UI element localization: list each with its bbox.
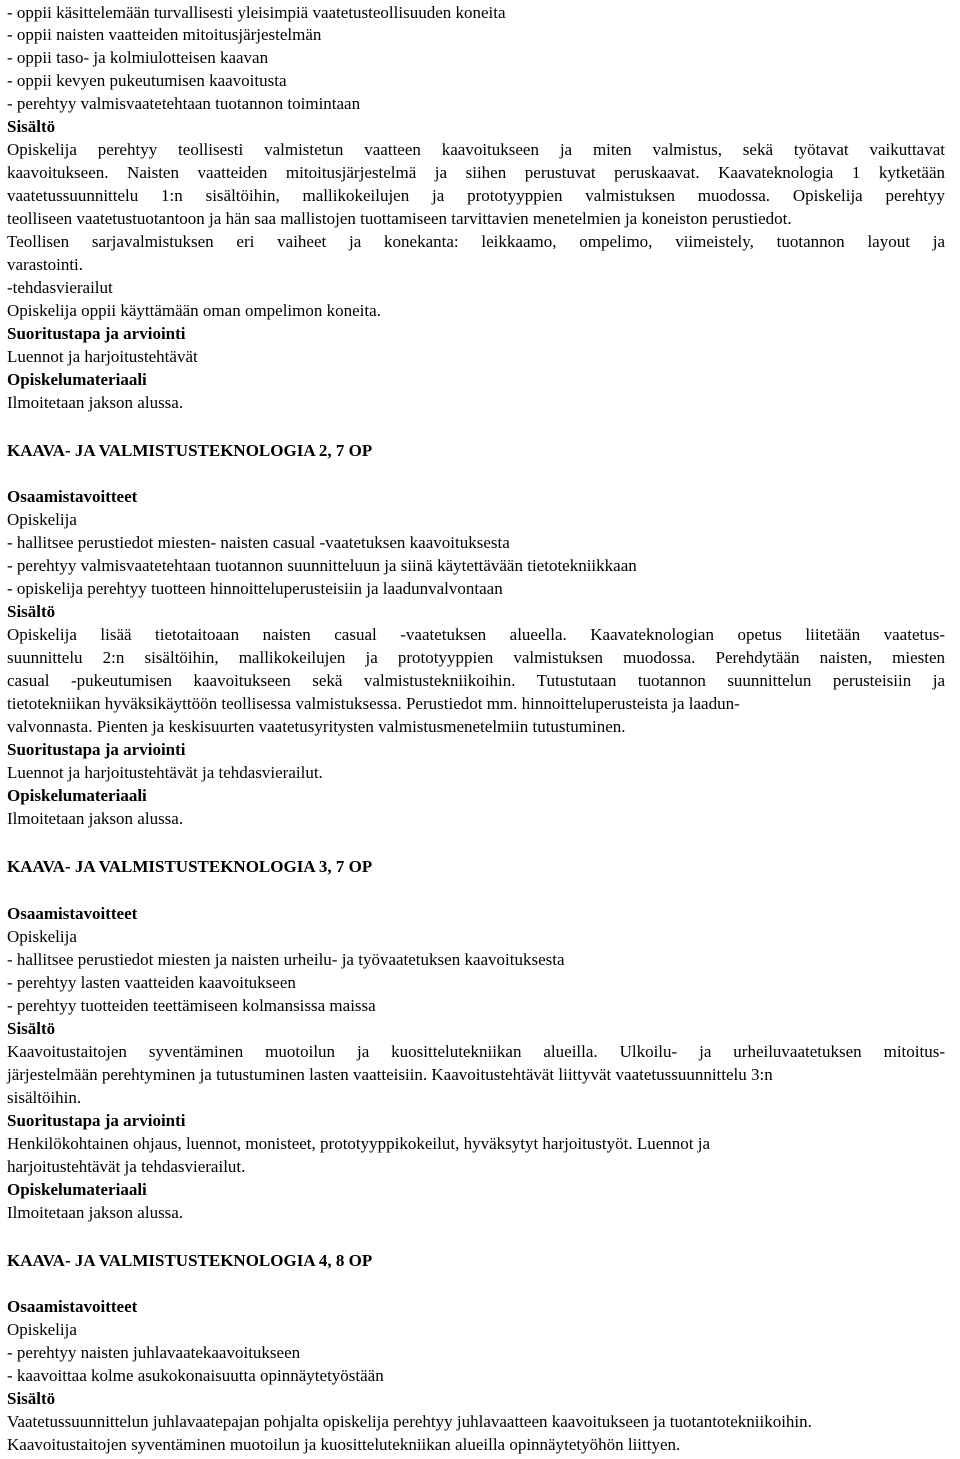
paragraph-line: Opiskelija [7, 1320, 77, 1339]
course-heading: KAAVA- JA VALMISTUSTEKNOLOGIA 2, 7 OP [7, 441, 373, 460]
section-label-osaamistavoitteet: Osaamistavoitteet [7, 487, 138, 506]
paragraph-line: kaavoitukseen. Naisten vaatteiden mitoitusjärjestelmä ja siihen perustuvat peruskaavat. Kaavateknologia 1 kytketään [7, 163, 945, 182]
paragraph-line: Ilmoitetaan jakson alussa. [7, 809, 184, 828]
section-label-sisalto: Sisältö [7, 117, 56, 136]
list-item: - oppii käsittelemään turvallisesti yleisimpiä vaatetusteollisuuden koneita [7, 3, 506, 22]
section-label-suoritustapa: Suoritustapa ja arviointi [7, 324, 186, 343]
paragraph-line: harjoitustehtävät ja tehdasvierailut. [7, 1157, 246, 1176]
paragraph-line: Opiskelija oppii käyttämään oman ompelimon koneita. [7, 301, 381, 320]
section-label-opiskelumateriaali: Opiskelumateriaali [7, 1180, 147, 1199]
paragraph-line: järjestelmään perehtyminen ja tutustuminen lasten vaatteisiin. Kaavoitustehtävät liittyvät vaatetussuunnittelu 3:n [7, 1065, 773, 1084]
list-item: - oppii kevyen pukeutumisen kaavoitusta [7, 71, 287, 90]
list-item: - perehtyy lasten vaatteiden kaavoitukseen [7, 973, 296, 992]
section-label-opiskelumateriaali: Opiskelumateriaali [7, 786, 147, 805]
paragraph-line: Luennot ja harjoitustehtävät [7, 347, 198, 366]
course-heading: KAAVA- JA VALMISTUSTEKNOLOGIA 3, 7 OP [7, 857, 373, 876]
paragraph-line: valvonnasta. Pienten ja keskisuurten vaatetusyritysten valmistusmenetelmiin tutustuminen. [7, 717, 626, 736]
paragraph-line: teolliseen vaatetustuotantoon ja hän saa mallistojen tuottamiseen tarvittavien menetelmien ja koneiston perustiedot. [7, 209, 792, 228]
list-item: - perehtyy valmisvaatetehtaan tuotannon suunnitteluun ja siinä käytettävään tietotekniikkaan [7, 556, 637, 575]
list-item: - oppii naisten vaatteiden mitoitusjärjestelmän [7, 25, 322, 44]
list-item: - opiskelija perehtyy tuotteen hinnoitteluperusteisiin ja laadunvalvontaan [7, 579, 503, 598]
paragraph-line: Vaatetussuunnittelun juhlavaatepajan pohjalta opiskelija perehtyy juhlavaatteen kaavoitukseen ja tuotantotekniikoihin. [7, 1412, 812, 1431]
section-label-suoritustapa: Suoritustapa ja arviointi [7, 1111, 186, 1130]
paragraph-line: Kaavoitustaitojen syventäminen muotoilun ja kuosittelutekniikan alueilla. Ulkoilu- ja urheiluvaatetuksen mitoitus- [7, 1042, 945, 1061]
paragraph-line: casual -pukeutumisen kaavoitukseen sekä valmistustekniikoihin. Tutustutaan tuotannon suunnittelun perusteisiin ja [7, 671, 945, 690]
section-label-osaamistavoitteet: Osaamistavoitteet [7, 1297, 138, 1316]
list-item: - hallitsee perustiedot miesten ja naisten urheilu- ja työvaatetuksen kaavoituksesta [7, 950, 565, 969]
paragraph-line: suunnittelu 2:n sisältöihin, mallikokeilujen ja prototyyppien valmistuksen muodossa. Perehdytään naisten, miesten [7, 648, 945, 667]
paragraph-line: Opiskelija [7, 927, 77, 946]
paragraph-line: Opiskelija perehtyy teollisesti valmistetun vaatteen kaavoitukseen ja miten valmistus, sekä työtavat vaikuttavat [7, 140, 945, 159]
list-item: - kaavoittaa kolme asukokonaisuutta opinnäytetyöstään [7, 1366, 384, 1385]
list-item: - perehtyy tuotteiden teettämiseen kolmansissa maissa [7, 996, 376, 1015]
paragraph-line: Ilmoitetaan jakson alussa. [7, 1203, 184, 1222]
section-label-suoritustapa: Suoritustapa ja arviointi [7, 740, 186, 759]
list-item: - hallitsee perustiedot miesten- naisten casual -vaatetuksen kaavoituksesta [7, 533, 510, 552]
paragraph-line: Henkilökohtainen ohjaus, luennot, monisteet, prototyyppikokeilut, hyväksytyt harjoitustyöt. Luennot ja [7, 1134, 711, 1153]
list-item: - oppii taso- ja kolmiulotteisen kaavan [7, 48, 269, 67]
list-item: - perehtyy valmisvaatetehtaan tuotannon toimintaan [7, 94, 361, 113]
list-item: - perehtyy naisten juhlavaatekaavoitukseen [7, 1343, 301, 1362]
paragraph-line: Opiskelija lisää tietotaitoaan naisten casual -vaatetuksen alueella. Kaavateknologian opetus liitetään vaatetus- [7, 625, 945, 644]
paragraph-line: -tehdasvierailut [7, 278, 113, 297]
paragraph-line: Ilmoitetaan jakson alussa. [7, 393, 184, 412]
paragraph-line: sisältöihin. [7, 1088, 82, 1107]
paragraph-line: Luennot ja harjoitustehtävät ja tehdasvierailut. [7, 763, 323, 782]
section-label-opiskelumateriaali: Opiskelumateriaali [7, 370, 147, 389]
section-label-sisalto: Sisältö [7, 1389, 56, 1408]
paragraph-line: Teollisen sarjavalmistuksen eri vaiheet ja konekanta: leikkaamo, ompelimo, viimeistely, tuotannon layout ja [7, 232, 945, 251]
course-heading: KAAVA- JA VALMISTUSTEKNOLOGIA 4, 8 OP [7, 1251, 373, 1270]
paragraph-line: vaatetussuunnittelu 1:n sisältöihin, mallikokeilujen ja prototyyppien valmistuksen muodossa. Opiskelija perehtyy [7, 186, 945, 205]
section-label-osaamistavoitteet: Osaamistavoitteet [7, 904, 138, 923]
paragraph-line: tietotekniikan hyväksikäyttöön teollisessa valmistuksessa. Perustiedot mm. hinnoitteluperusteista ja laadun- [7, 694, 740, 713]
section-label-sisalto: Sisältö [7, 602, 56, 621]
paragraph-line: Opiskelija [7, 510, 77, 529]
paragraph-line: Kaavoitustaitojen syventäminen muotoilun ja kuosittelutekniikan alueilla opinnäytetyöhön liittyen. [7, 1435, 681, 1454]
paragraph-line: varastointi. [7, 255, 84, 274]
section-label-sisalto: Sisältö [7, 1019, 56, 1038]
